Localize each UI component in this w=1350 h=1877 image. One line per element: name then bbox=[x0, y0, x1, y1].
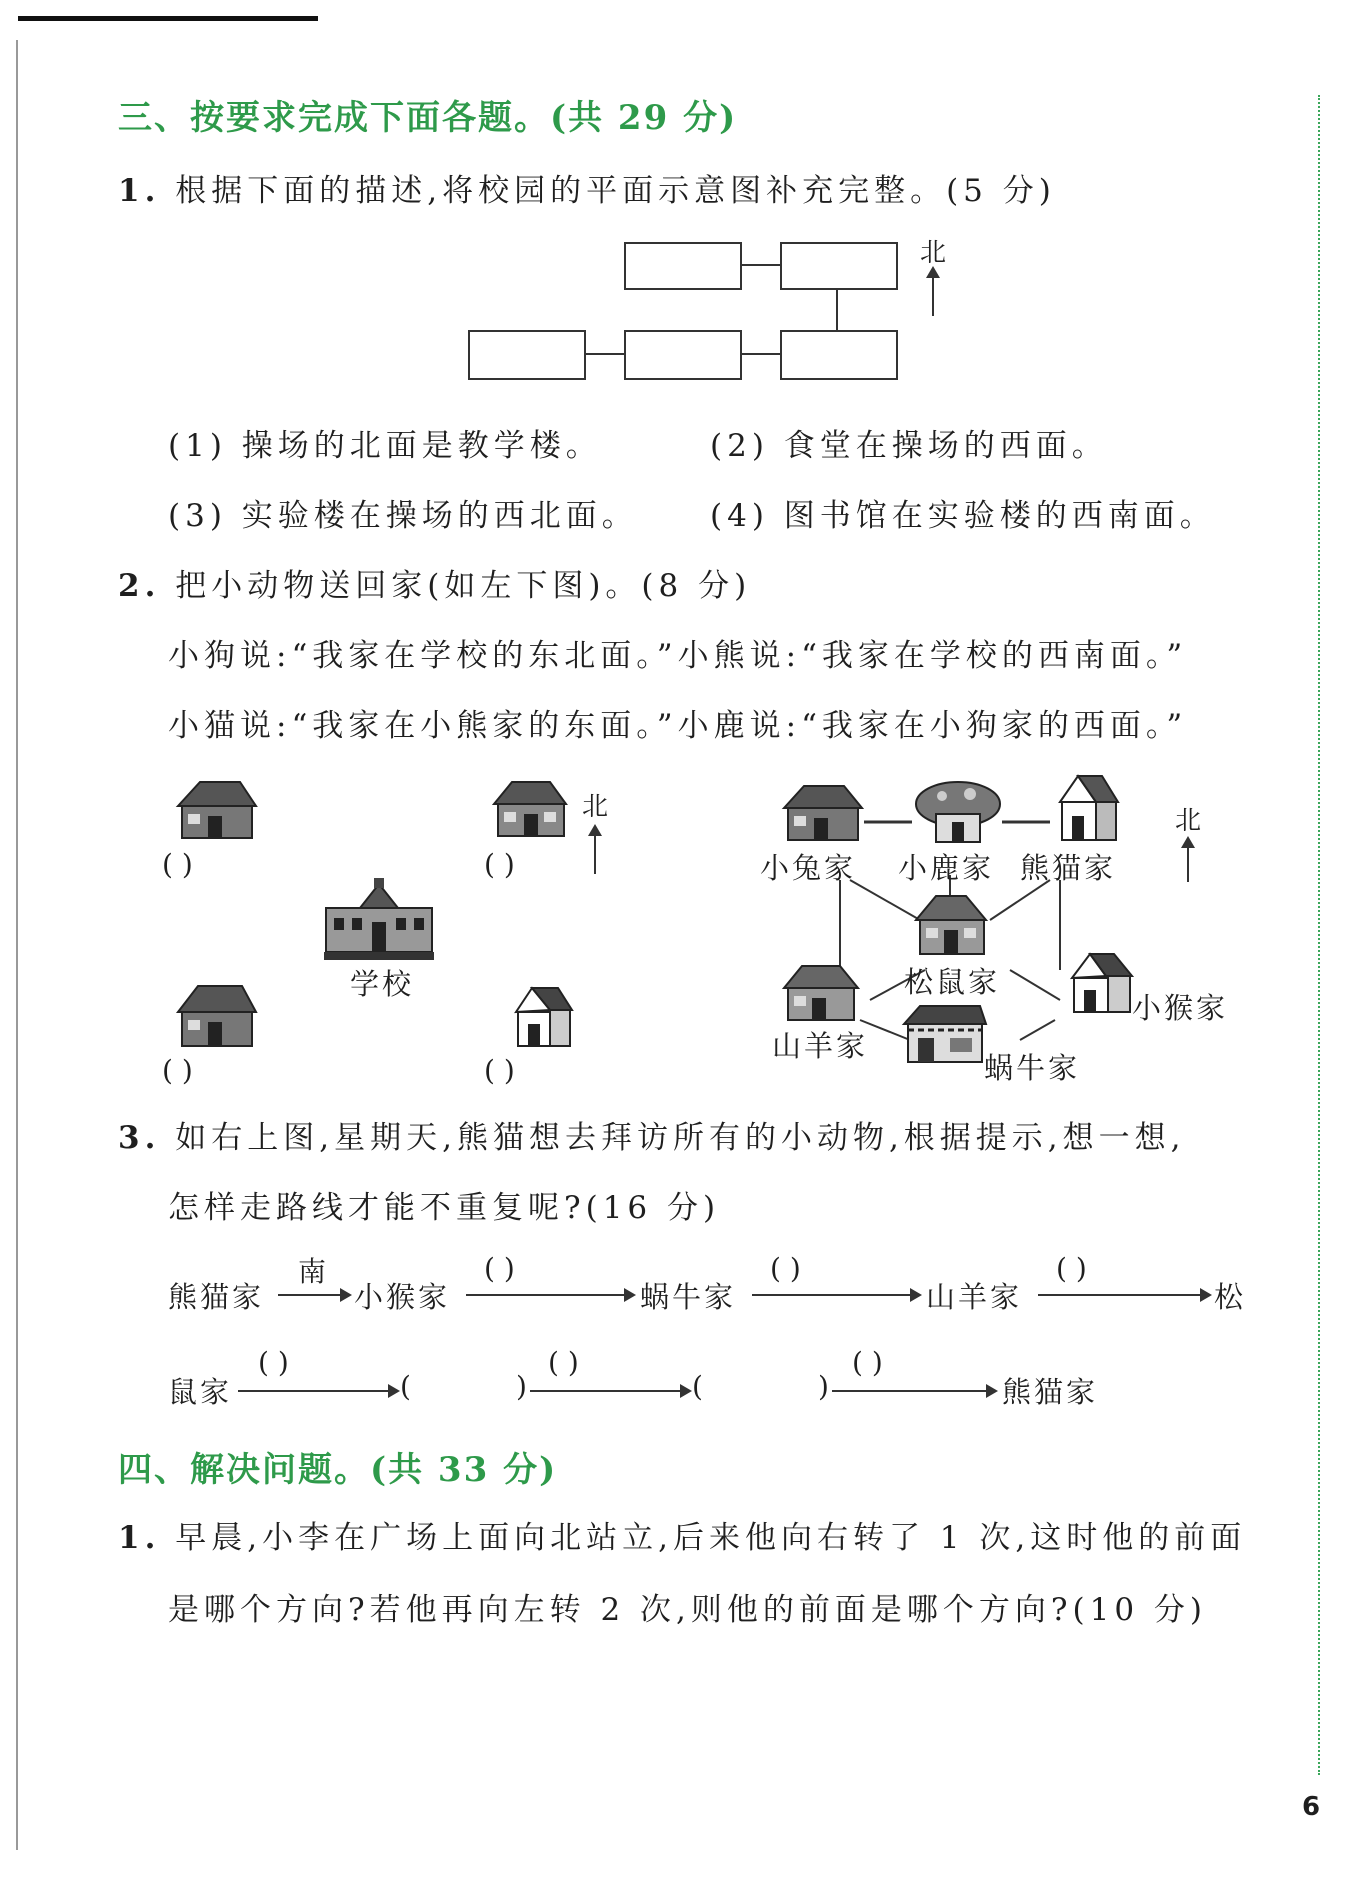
route-arrow bbox=[466, 1294, 624, 1296]
q3-line2: 怎样走路线才能不重复呢?(16 分) bbox=[168, 1190, 721, 1226]
q3-line1-row bbox=[118, 1112, 1186, 1157]
right-map-north-arrow bbox=[1187, 842, 1189, 882]
shop-house-icon bbox=[900, 1000, 990, 1064]
answer-blank[interactable]: ( ) bbox=[852, 1346, 883, 1379]
arrowhead-icon bbox=[910, 1288, 922, 1302]
right-map-north-label: 北 bbox=[1175, 806, 1205, 836]
left-map-north-arrowhead bbox=[588, 824, 602, 836]
plan-north-label: 北 bbox=[920, 238, 950, 268]
route-arrow bbox=[832, 1390, 986, 1392]
route-arrow bbox=[752, 1294, 910, 1296]
plan-box-bottom-middle bbox=[624, 330, 742, 380]
route-arrow bbox=[238, 1390, 388, 1392]
left-map-north-label: 北 bbox=[582, 792, 612, 822]
route-arrow bbox=[1038, 1294, 1200, 1296]
plan-box-bottom-left bbox=[468, 330, 586, 380]
q3-number: 3. bbox=[118, 1120, 161, 1156]
answer-blank[interactable]: ( ) bbox=[1056, 1252, 1087, 1285]
arrowhead-icon bbox=[624, 1288, 636, 1302]
arrowhead-icon bbox=[986, 1384, 998, 1398]
deer-home-label: 小鹿家 bbox=[898, 851, 995, 885]
answer-blank[interactable]: ( ) bbox=[162, 1054, 193, 1087]
answer-open-paren: ( bbox=[692, 1370, 703, 1403]
answer-blank[interactable]: ( ) bbox=[484, 1054, 515, 1087]
house-icon bbox=[1054, 948, 1134, 1014]
q2-line1: 小狗说:“我家在学校的东北面。”小熊说:“我家在学校的西南面。” bbox=[168, 638, 1188, 674]
rabbit-home-label: 小兔家 bbox=[760, 851, 857, 885]
clue-3: (3) 实验楼在操场的西北面。 bbox=[168, 498, 638, 534]
house-icon bbox=[490, 778, 570, 838]
plan-connector bbox=[740, 353, 780, 355]
squirrel-home-label: 松鼠家 bbox=[904, 965, 1001, 999]
q1-number: 1. bbox=[118, 173, 161, 209]
arrowhead-icon bbox=[680, 1384, 692, 1398]
q1-text-row bbox=[118, 165, 1056, 210]
answer-blank[interactable]: ( ) bbox=[162, 848, 193, 881]
answer-blank[interactable]: ( ) bbox=[258, 1346, 289, 1379]
q2-number: 2. bbox=[118, 568, 161, 604]
arrowhead-icon bbox=[388, 1384, 400, 1398]
route-arrow bbox=[278, 1294, 340, 1296]
s4-q1-line1: 早晨,小李在广场上面向北站立,后来他向右转了 1 次,这时他的前面 bbox=[175, 1520, 1247, 1556]
house-icon bbox=[906, 890, 996, 956]
plan-connector bbox=[836, 290, 838, 330]
answer-close-paren: ) bbox=[818, 1370, 829, 1403]
school-icon bbox=[324, 878, 434, 962]
route-squirrel-part: 松 bbox=[1214, 1280, 1247, 1314]
page-number: 6 bbox=[1302, 1792, 1321, 1822]
route-start-panda: 熊猫家 bbox=[168, 1280, 265, 1314]
q2-line2: 小猫说:“我家在小熊家的东面。”小鹿说:“我家在小狗家的西面。” bbox=[168, 708, 1188, 744]
route-snail: 蜗牛家 bbox=[640, 1280, 737, 1314]
route-arrow bbox=[530, 1390, 680, 1392]
answer-blank[interactable]: ( ) bbox=[548, 1346, 579, 1379]
answer-blank[interactable]: ( ) bbox=[484, 1252, 515, 1285]
route-squirrel-rest: 鼠家 bbox=[168, 1375, 233, 1409]
s4-q1-number: 1. bbox=[118, 1520, 161, 1556]
arrowhead-icon bbox=[1200, 1288, 1212, 1302]
plan-box-top-right bbox=[780, 242, 898, 290]
arrowhead-icon bbox=[340, 1288, 352, 1302]
house-icon bbox=[1040, 772, 1120, 842]
right-margin-line bbox=[1318, 95, 1320, 1775]
route-goat: 山羊家 bbox=[926, 1280, 1023, 1314]
plan-connector bbox=[584, 353, 624, 355]
mushroom-house-icon bbox=[912, 780, 1004, 844]
route-end-panda: 熊猫家 bbox=[1002, 1375, 1099, 1409]
s4-q1-line1-row bbox=[118, 1512, 1246, 1557]
plan-connector bbox=[740, 264, 780, 266]
top-rule bbox=[18, 16, 318, 21]
clue-2: (2) 食堂在操场的西面。 bbox=[710, 428, 1108, 464]
clue-4: (4) 图书馆在实验楼的西南面。 bbox=[710, 498, 1216, 534]
route-direction-south: 南 bbox=[298, 1255, 327, 1288]
plan-north-arrowhead bbox=[926, 266, 940, 278]
left-map-north-arrow bbox=[594, 830, 596, 874]
answer-close-paren: ) bbox=[516, 1370, 527, 1403]
plan-north-arrow bbox=[932, 272, 934, 316]
house-icon bbox=[494, 982, 574, 1048]
school-label: 学校 bbox=[350, 967, 415, 1001]
house-icon bbox=[778, 782, 866, 842]
left-edge-line bbox=[16, 40, 18, 1850]
right-map-north-arrowhead bbox=[1181, 836, 1195, 848]
goat-home-label: 山羊家 bbox=[772, 1029, 869, 1063]
answer-blank[interactable]: ( ) bbox=[484, 848, 515, 881]
route-monkey: 小猴家 bbox=[354, 1280, 451, 1314]
section3-title: 三、按要求完成下面各题。(共 29 分) bbox=[118, 98, 738, 138]
clue-1: (1) 操场的北面是教学楼。 bbox=[168, 428, 602, 464]
house-icon bbox=[170, 982, 260, 1048]
monkey-home-label: 小猴家 bbox=[1132, 991, 1229, 1025]
snail-home-label: 蜗牛家 bbox=[984, 1051, 1081, 1085]
answer-blank[interactable]: ( ) bbox=[770, 1252, 801, 1285]
q1-text: 根据下面的描述,将校园的平面示意图补充完整。(5 分) bbox=[175, 173, 1056, 209]
s4-q1-line2: 是哪个方向?若他再向左转 2 次,则他的前面是哪个方向?(10 分) bbox=[168, 1592, 1208, 1628]
q3-line1: 如右上图,星期天,熊猫想去拜访所有的小动物,根据提示,想一想, bbox=[175, 1120, 1186, 1156]
section4-title: 四、解决问题。(共 33 分) bbox=[118, 1450, 558, 1490]
q2-text: 把小动物送回家(如左下图)。(8 分) bbox=[175, 568, 752, 604]
plan-box-top-left bbox=[624, 242, 742, 290]
plan-box-bottom-right bbox=[780, 330, 898, 380]
house-icon bbox=[778, 962, 862, 1022]
panda-home-label: 熊猫家 bbox=[1020, 851, 1117, 885]
house-icon bbox=[170, 778, 260, 840]
q2-text-row bbox=[118, 560, 751, 605]
answer-open-paren: ( bbox=[400, 1370, 411, 1403]
